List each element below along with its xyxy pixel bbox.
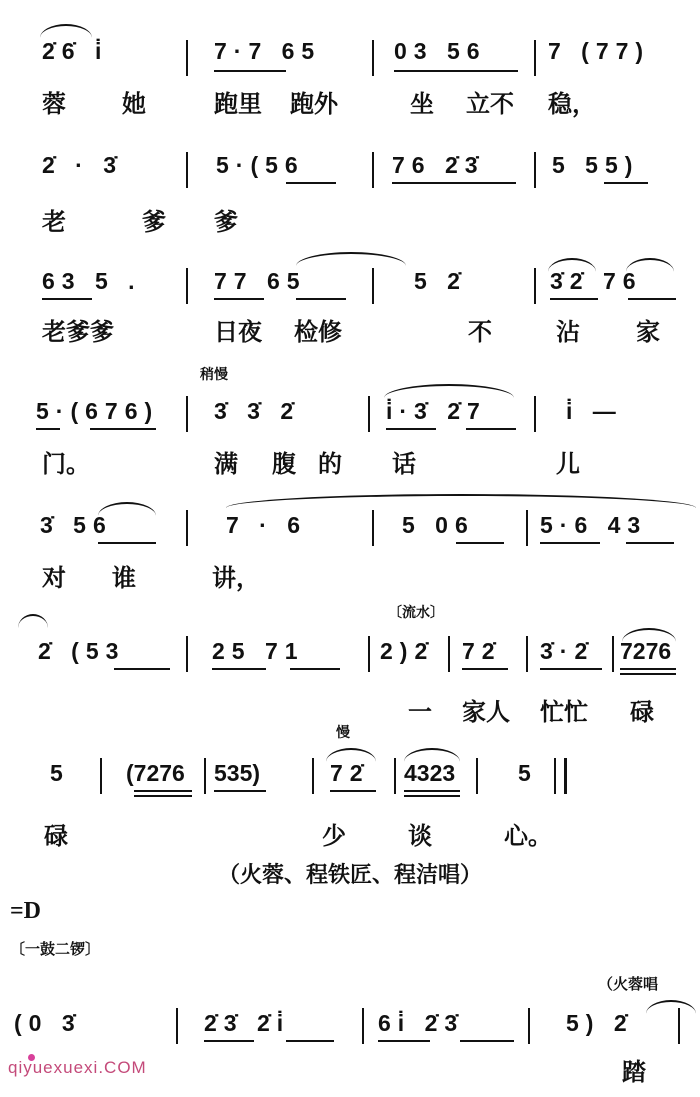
lyric: 跑外: [290, 90, 338, 118]
beam: [404, 795, 460, 797]
final-barline: [564, 758, 567, 794]
measure-notes: 2̇6̇ i̇: [42, 38, 109, 64]
barline: [554, 758, 556, 794]
barline: [678, 1008, 680, 1044]
barline: [362, 1008, 364, 1044]
measure-notes: 72̇: [462, 638, 502, 664]
beam: [290, 668, 340, 670]
measure-notes: 5) 2̇: [566, 1010, 634, 1036]
lyric: 谈: [408, 822, 432, 850]
measure-notes: 5·6 43: [540, 512, 648, 538]
lyric: 门。: [42, 450, 90, 478]
measure-notes: 5: [518, 760, 538, 786]
lyric: 沾: [556, 318, 580, 346]
measure-notes: 7 · 6: [226, 512, 308, 538]
beam: [134, 795, 192, 797]
barline: [186, 268, 188, 304]
lyric: 谁: [112, 564, 136, 592]
barline: [534, 40, 536, 76]
measure-notes: 03 56: [394, 38, 487, 64]
beam: [98, 542, 156, 544]
lyric: 忙忙: [540, 698, 588, 726]
beam: [456, 542, 504, 544]
lyric: 讲，: [212, 564, 260, 592]
lyric: 日夜: [214, 318, 262, 346]
lyric: 儿: [556, 450, 580, 478]
lyric: 立不: [466, 90, 514, 118]
measure-notes: 5 06: [402, 512, 475, 538]
measure-notes: 76 2̇3̇: [392, 152, 485, 178]
beam: [214, 70, 286, 72]
barline: [372, 268, 374, 304]
beam: [540, 668, 602, 670]
beam: [550, 298, 598, 300]
slur: [40, 24, 92, 38]
beam: [466, 428, 516, 430]
barline: [476, 758, 478, 794]
measure-notes: 2̇ · 3̇: [42, 152, 124, 178]
lyric: 坐: [410, 90, 434, 118]
lyric: 一: [408, 698, 432, 726]
lyric: 爹: [142, 208, 166, 236]
barline: [312, 758, 314, 794]
lyric: 家人: [462, 698, 510, 726]
barline: [526, 510, 528, 546]
lyric: 话: [392, 450, 416, 478]
measure-notes: 3̇2̇ 76: [550, 268, 643, 294]
measure-notes: 7 (77): [548, 38, 651, 64]
barline: [372, 152, 374, 188]
beam: [330, 790, 376, 792]
beam: [462, 668, 508, 670]
barline: [534, 268, 536, 304]
measure-notes: 2̇ (53: [38, 638, 126, 664]
measure-notes: 3̇·2̇: [540, 638, 595, 664]
measure-notes: 4323: [404, 760, 456, 786]
measure-notes: i̇·3̇ 2̇7: [386, 398, 487, 424]
lyric: 碌: [44, 822, 68, 850]
beam: [394, 70, 518, 72]
lyric: 跑里: [214, 90, 262, 118]
slur: [384, 384, 514, 398]
beam: [620, 673, 676, 675]
barline: [204, 758, 206, 794]
singers-caption: （火蓉、程铁匠、程洁唱）: [217, 863, 482, 888]
barline: [100, 758, 102, 794]
beam: [540, 542, 600, 544]
lyric: 对: [42, 564, 66, 592]
slur: [98, 502, 156, 516]
lyric: 少: [322, 822, 346, 850]
barline: [186, 636, 188, 672]
measure-notes: 5: [50, 760, 70, 786]
barline: [372, 40, 374, 76]
tempo-mark: 〔流水〕: [388, 605, 444, 621]
beam: [134, 790, 192, 792]
measure-notes: (7276: [126, 760, 185, 786]
slur: [646, 1000, 696, 1014]
beam: [286, 1040, 334, 1042]
lyric: 稳，: [548, 90, 596, 118]
barline: [526, 636, 528, 672]
beam: [214, 298, 264, 300]
beam: [604, 182, 648, 184]
tempo-mark: 慢: [336, 725, 350, 741]
measure-notes: 7·7 65: [214, 38, 322, 64]
beam: [626, 542, 674, 544]
lyric: 老爹爹: [42, 318, 114, 346]
measure-notes: 72̇: [330, 760, 370, 786]
barline: [528, 1008, 530, 1044]
barline: [186, 510, 188, 546]
lyric: 踏: [622, 1058, 646, 1086]
measure-notes: 6i̇ 2̇3̇: [378, 1010, 465, 1036]
lyric: 检修: [294, 318, 342, 346]
lyric: 的: [318, 450, 342, 478]
beam: [296, 298, 346, 300]
lyric: 不: [468, 318, 492, 346]
measure-notes: i̇ —: [566, 398, 623, 424]
measure-notes: 2̇3̇ 2̇i̇: [204, 1010, 291, 1036]
measure-notes: 77 65: [214, 268, 307, 294]
barline: [176, 1008, 178, 1044]
beam: [404, 790, 460, 792]
beat-marking: 〔一鼓二锣〕: [10, 940, 101, 958]
beam: [42, 298, 92, 300]
barline: [394, 758, 396, 794]
beam: [114, 668, 170, 670]
beam: [628, 298, 676, 300]
beam: [620, 668, 676, 670]
lyric: 爹: [214, 208, 238, 236]
lyric: 她: [122, 90, 146, 118]
barline: [186, 40, 188, 76]
measure-notes: 7276: [620, 638, 672, 664]
beam: [386, 428, 436, 430]
lyric: 蓉: [42, 90, 66, 118]
lyric: 家: [636, 318, 660, 346]
barline: [368, 636, 370, 672]
barline: [186, 396, 188, 432]
tie: [18, 614, 48, 628]
lyric: 心。: [504, 822, 552, 850]
measure-notes: (0 3̇: [14, 1010, 82, 1036]
lyric: 腹: [272, 450, 296, 478]
measure-notes: 5·(56: [216, 152, 305, 178]
beam: [90, 428, 156, 430]
barline: [612, 636, 614, 672]
barline: [372, 510, 374, 546]
beam: [36, 428, 60, 430]
measure-notes: 3̇ 3̇ 2̇: [214, 398, 301, 424]
barline: [368, 396, 370, 432]
lyric: 满: [214, 450, 238, 478]
barline: [534, 396, 536, 432]
key-signature: =D: [10, 898, 42, 924]
measure-notes: 2)2̇: [380, 638, 435, 664]
slur: [296, 252, 406, 266]
beam: [286, 182, 336, 184]
measure-notes: 25 71: [212, 638, 305, 664]
lyric: 老: [42, 208, 66, 236]
measure-notes: 5 2̇: [414, 268, 467, 294]
measure-notes: 5 55): [552, 152, 640, 178]
barline: [534, 152, 536, 188]
tie: [226, 494, 696, 508]
measure-notes: 535): [214, 760, 261, 786]
beam: [460, 1040, 514, 1042]
lyric: 碌: [630, 698, 654, 726]
tempo-mark: 稍慢: [200, 367, 228, 383]
beam: [378, 1040, 430, 1042]
beam: [204, 1040, 254, 1042]
beam: [212, 668, 266, 670]
beam: [392, 182, 516, 184]
beam: [214, 790, 266, 792]
measure-notes: 3̇ 56: [40, 512, 113, 538]
barline: [186, 152, 188, 188]
singer-label: （火蓉唱: [598, 975, 659, 993]
measure-notes: 5·(676): [36, 398, 160, 424]
site-watermark: qiyuexuexi.COM: [8, 1058, 147, 1077]
measure-notes: 63 5 .: [42, 268, 142, 294]
barline: [448, 636, 450, 672]
